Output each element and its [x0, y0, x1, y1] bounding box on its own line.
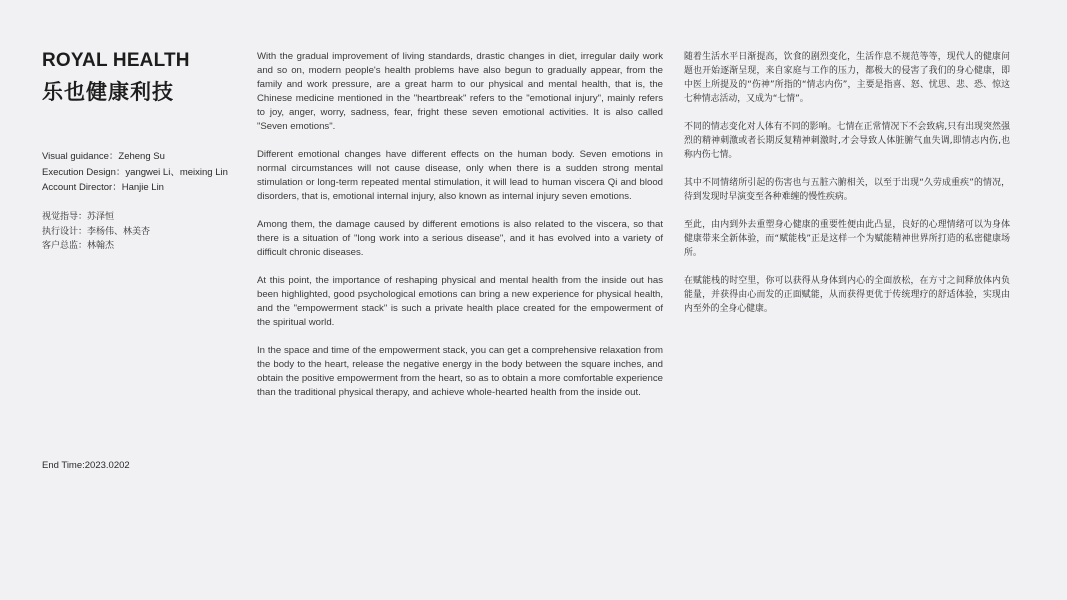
english-text-column — [257, 50, 663, 414]
credit-account-director: Account Director：Hanjie Lin — [42, 182, 164, 193]
chinese-text-column — [684, 50, 1010, 330]
credits-cn — [42, 210, 150, 254]
chinese-paragraph: 至此，由内到外去重塑身心健康的重要性便由此凸显，良好的心理情绪可以为身体健康带来全新体验，而“赋能栈”正是这样一个为赋能精神世界所打造的私密健康场所。 — [684, 220, 1010, 258]
credits-en — [42, 149, 228, 196]
credit-execution-design: Execution Design：yangwei Li、meixing Lin — [42, 166, 228, 178]
credit-visual-guidance: Visual guidance：Zeheng Su — [42, 151, 165, 162]
brand-title-cn: 乐也健康利技 — [42, 80, 174, 104]
english-paragraph: With the gradual improvement of living standards, drastic changes in diet, irregular daily work and so on, modern people's health problems have also begun to gradually appear, from the family and work pressure, are a great harm to our physical and mental health, that is, the Chinese medicine mentioned in the "heartbreak" refers to the "emotional injury", mainly refers to joy, anger, worry, sadness, fear, fright these seven emotional activities. It is also called "Seven emotions". — [257, 51, 663, 132]
english-paragraph: Among them, the damage caused by different emotions is also related to the viscera, so that there is a situation of "long work into a serious disease", and it has evolved into a variety of difficult chronic diseases. — [257, 219, 663, 258]
end-time: End Time:2023.0202 — [42, 460, 130, 471]
chinese-paragraph: 在赋能栈的时空里，你可以获得从身体到内心的全面放松，在方寸之间释放体内负能量，并获得由心而发的正面赋能，从而获得更优于传统理疗的舒适体验，实现由内至外的全身心健康。 — [684, 276, 1010, 314]
credit-account-director-cn: 客户总监：林翰杰 — [42, 241, 115, 251]
credit-execution-design-cn: 执行设计：李杨伟、林美杏 — [42, 226, 151, 237]
chinese-paragraph: 不同的情志变化对人体有不同的影响。七情在正常情况下不会致病,只有出现突然强烈的精神刺激或者长期反复精神刺激时,才会导致人体脏腑气血失调,即情志内伤,也称内伤七情。 — [684, 122, 1010, 160]
credit-visual-guidance-cn: 视觉指导：苏泽恒 — [42, 212, 115, 222]
english-paragraph: In the space and time of the empowerment stack, you can get a comprehensive relaxation from the body to the heart, release the negative energy in the body between the square inches, and obtain the positive empowerment from the heart, so as to obtain a more comfortable experience than the traditional physical therapy, and achieve whole-hearted health from the inside out. — [257, 345, 663, 398]
brand-block — [42, 50, 242, 106]
brand-title-en: ROYAL HEALTH — [42, 50, 190, 71]
english-paragraph: Different emotional changes have different effects on the human body. Seven emotions in normal circumstances will not cause disease, only when there is a sudden strong mental stimulation or long-term repeated mental stimulation, it will lead to human viscera Qi and blood disorders, that is, emotional internal injury, also known as internal injury seven emotions. — [257, 149, 663, 202]
chinese-paragraph: 其中不同情绪所引起的伤害也与五脏六腑相关，以至于出现“久劳成重疾”的情况，待到发现时早演变至各种难缠的慢性疾病。 — [684, 178, 1010, 202]
chinese-paragraph: 随着生活水平日渐提高，饮食的剧烈变化，生活作息不规范等等，现代人的健康问题也开始逐渐呈现，来自家庭与工作的压力，都极大的侵害了我们的身心健康，即中医上所提及的“伤神”所指的“情志内伤”，主要是指喜、怒、忧思、悲、恐、惊这七种情志活动，又成为“七情”。 — [684, 52, 1010, 104]
english-paragraph: At this point, the importance of reshaping physical and mental health from the inside out has been highlighted, good psychological emotions can bring a new experience for physical health, and the "empowerment stack" is such a private health place created for the empowerment of the spiritual world. — [257, 275, 663, 328]
